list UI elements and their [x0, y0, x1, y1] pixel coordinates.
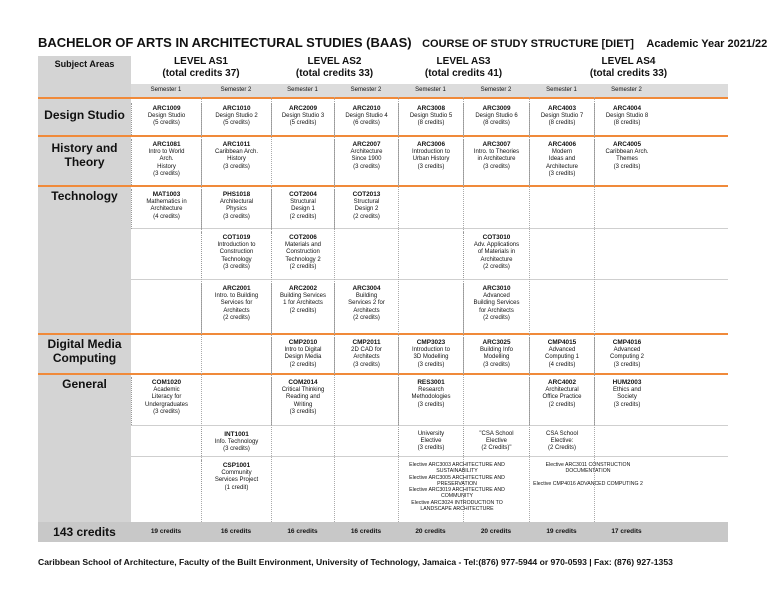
- course-credits: (5 credits): [153, 120, 180, 127]
- course-name: Adv. Applications of Materials in Architecture: [473, 242, 520, 263]
- course-code: ARC2002: [288, 285, 318, 292]
- course-cell: [334, 189, 398, 229]
- course-code: ARC3025: [482, 339, 511, 346]
- semester-total: 16 credits: [220, 528, 252, 535]
- course-code: ARC3004: [352, 285, 381, 292]
- subject-areas-label: Subject Areas: [54, 59, 115, 69]
- level-name: LEVEL AS2: [307, 56, 362, 67]
- course-credits: (5 credits): [223, 120, 250, 127]
- course-name: Intro. to Theories in Architecture: [473, 149, 520, 163]
- semester-total: 20 credits: [480, 528, 512, 535]
- course-credits: (2 credits): [483, 263, 510, 270]
- level-header: [398, 56, 529, 80]
- course-code: ARC3008: [416, 105, 446, 112]
- subject-areas-header: [38, 56, 131, 84]
- course-cell: [398, 139, 463, 185]
- course-code: ARC2001: [222, 285, 251, 292]
- course-name: Building Info Modelling: [479, 347, 514, 361]
- total-credits: 143 credits: [53, 525, 116, 539]
- course-cell: [398, 377, 463, 425]
- course-code: CMP4016: [612, 339, 642, 346]
- semester-label: Semester 1: [546, 87, 577, 93]
- course-name: Design Studio: [147, 113, 186, 120]
- course-code: ARC4006: [547, 141, 577, 148]
- course-code: PHS1018: [222, 191, 251, 198]
- course-name: Intro to World Arch. History: [148, 149, 185, 170]
- divider: [38, 185, 728, 187]
- course-cell: [131, 139, 201, 185]
- divider: [38, 333, 728, 335]
- course-credits: (3 credits): [223, 213, 250, 220]
- course-cell: [131, 189, 201, 229]
- course-cell: [594, 139, 659, 185]
- course-code: ARC3010: [482, 285, 511, 292]
- course-name: Caribbean Arch. Themes: [605, 149, 649, 163]
- course-credits: (3 credits): [223, 263, 250, 270]
- course-credits: (8 credits): [613, 120, 641, 127]
- course-credits: (2 credits): [353, 213, 380, 220]
- course-cell: [334, 337, 398, 373]
- course-code: ARC3007: [482, 141, 511, 148]
- course-cell: [334, 139, 398, 185]
- semester-label: Semester 2: [220, 87, 252, 93]
- course-credits: (2 credits): [223, 314, 250, 321]
- course-name: Research Methodologies: [411, 387, 451, 401]
- course-credits: (3 credits): [417, 445, 445, 452]
- semester-label: Semester 2: [350, 87, 382, 93]
- course-code: CSP1001: [222, 462, 251, 469]
- course-cell: [463, 139, 529, 185]
- course-credits: (2 credits): [353, 314, 380, 321]
- course-credits: (2 credits): [289, 307, 317, 314]
- course-cell: [529, 103, 594, 135]
- course-cell: [529, 377, 594, 425]
- divider: [131, 425, 728, 426]
- course-cell: [463, 337, 529, 373]
- level-name: LEVEL AS1: [174, 56, 228, 67]
- course-code: COT2004: [289, 191, 317, 198]
- divider: [38, 135, 728, 137]
- course-code: ARC3006: [416, 141, 446, 148]
- course-cell: [271, 377, 334, 425]
- course-code: ARC3009: [482, 105, 511, 112]
- area-digital-media: Digital Media Computing: [38, 335, 131, 373]
- course-code: COM1020: [151, 379, 182, 386]
- area-design-studio: Design Studio: [38, 99, 131, 135]
- course-name: Structural Design 2: [353, 199, 380, 213]
- course-credits: (3 credits): [613, 401, 641, 408]
- course-cell: [131, 103, 201, 135]
- level-header: [529, 56, 728, 80]
- page-subtitle: COURSE OF STUDY STRUCTURE [DIET]: [422, 38, 634, 50]
- course-name: Introduction to Construction Technology: [217, 242, 256, 263]
- course-code: COM2014: [288, 379, 318, 386]
- course-cell: [334, 103, 398, 135]
- course-name: University Elective: [417, 431, 445, 445]
- course-cell: [271, 189, 334, 229]
- course-cell: [529, 139, 594, 185]
- course-code: INT1001: [224, 431, 249, 438]
- course-code: COT2013: [352, 191, 381, 198]
- course-code: ARC4005: [612, 141, 642, 148]
- course-cell: [201, 189, 271, 229]
- course-credits: (3 credits): [353, 361, 380, 368]
- course-cell: [398, 429, 463, 456]
- course-credits: (2 Credits)": [481, 445, 512, 452]
- as3-electives: Elective ARC3003 ARCHITECTURE AND SUSTAINABILITY Elective ARC3005 ARCHITECTURE AND PRESERVATION Elective ARC3019 ARCHITECTURE AND COMMUNITY Elective ARC3024 INTRODUCTION TO LANDSCAPE ARCHITECTURE: [409, 462, 505, 513]
- course-cell: [398, 337, 463, 373]
- course-code: ARC4002: [547, 379, 577, 386]
- course-cell: [463, 232, 529, 278]
- course-name: Architectural Office Practice: [542, 387, 582, 401]
- course-code: COT2006: [289, 234, 317, 241]
- course-credits: (3 credits): [548, 170, 576, 177]
- course-code: CMP3023: [416, 339, 446, 346]
- course-credits: (3 credits): [483, 163, 510, 170]
- course-name: Design Studio 4: [345, 113, 388, 120]
- course-code: ARC4003: [547, 105, 577, 112]
- course-credits: (3 credits): [613, 361, 641, 368]
- page-header: [38, 34, 768, 52]
- course-name: Architecture Since 1900: [350, 149, 383, 163]
- course-name: Design Studio 8: [605, 113, 649, 120]
- course-code: ARC4004: [612, 105, 642, 112]
- course-name: Ethics and Society: [612, 387, 642, 401]
- course-code: ARC1081: [152, 141, 181, 148]
- course-credits: (3 credits): [153, 408, 180, 415]
- course-credits: (5 credits): [289, 120, 317, 127]
- course-cell: [131, 377, 201, 425]
- course-cell: [201, 103, 271, 135]
- course-name: 2D CAD for Architects: [351, 347, 382, 361]
- header-spacer: [38, 84, 131, 97]
- level-name: LEVEL AS3: [436, 56, 491, 67]
- as4-electives: Elective ARC3011 CONSTRUCTION DOCUMENTATION Elective CMP4016 ADVANCED COMPUTING 2: [533, 462, 643, 487]
- level-total-credits: (total credits 33): [295, 68, 374, 79]
- course-code: CMP2011: [352, 339, 381, 346]
- course-name: Intro. to Building Services for Architects: [214, 293, 259, 314]
- course-credits: (3 credits): [417, 163, 445, 170]
- page-title: BACHELOR OF ARTS IN ARCHITECTURAL STUDIES (BAAS): [38, 35, 412, 50]
- semester-total: 16 credits: [350, 528, 382, 535]
- course-name: Mathematics in Architecture: [146, 199, 187, 213]
- course-code: COT1019: [222, 234, 251, 241]
- course-name: Design Studio 7: [540, 113, 584, 120]
- course-cell: [594, 103, 659, 135]
- course-name: Introduction to 3D Modelling: [411, 347, 451, 361]
- course-credits: (2 credits): [548, 401, 576, 408]
- course-cell: [463, 103, 529, 135]
- course-credits: (4 credits): [548, 361, 576, 368]
- level-name: LEVEL AS4: [601, 56, 656, 67]
- course-credits: (3 credits): [353, 163, 380, 170]
- divider: [38, 97, 728, 99]
- course-code: CMP4015: [547, 339, 577, 346]
- course-cell: [463, 283, 529, 333]
- semester-total: 19 credits: [546, 528, 577, 535]
- course-name: "CSA School Elective: [479, 431, 514, 445]
- course-cell: [529, 337, 594, 373]
- course-name: Advanced Building Services for Architects: [473, 293, 520, 314]
- course-name: Academic Literacy for Undergraduates: [144, 387, 189, 408]
- semester-label: Semester 1: [287, 87, 318, 93]
- course-code: MAT1003: [152, 191, 181, 198]
- semester-total: 20 credits: [415, 528, 446, 535]
- course-code: ARC2007: [352, 141, 381, 148]
- course-cell: [529, 429, 594, 456]
- course-name: Modern Ideas and Architecture: [545, 149, 578, 170]
- area-history-theory: History and Theory: [38, 137, 131, 185]
- area-general: General: [38, 375, 131, 522]
- course-credits: (3 credits): [483, 361, 510, 368]
- course-name: Architectural Physics: [219, 199, 254, 213]
- level-total-credits: (total credits 33): [589, 68, 668, 79]
- semester-label: Semester 2: [611, 87, 642, 93]
- divider: [38, 373, 728, 375]
- course-credits: (8 credits): [483, 120, 510, 127]
- course-cell: [201, 283, 271, 333]
- divider: [131, 456, 728, 457]
- semester-total: 19 credits: [150, 528, 182, 535]
- level-total-credits: (total credits 37): [162, 68, 240, 79]
- course-name: Community Services Project: [214, 470, 259, 484]
- course-cell: [398, 103, 463, 135]
- course-credits: (6 credits): [353, 120, 380, 127]
- course-credits: (3 credits): [417, 401, 445, 408]
- course-name: Building Services 1 for Architects: [279, 293, 327, 307]
- course-name: Introduction to Urban History: [411, 149, 451, 163]
- semester-total: 17 credits: [611, 528, 642, 535]
- level-total-credits: (total credits 41): [424, 68, 503, 79]
- course-name: Structural Design 1: [290, 199, 316, 213]
- course-code: CMP2010: [288, 339, 318, 346]
- course-name: Caribbean Arch. History: [214, 149, 259, 163]
- area-technology: Technology: [38, 187, 131, 333]
- level-header: [271, 56, 398, 80]
- academic-year: Academic Year 2021/22: [646, 38, 768, 50]
- level-header: [131, 56, 271, 80]
- credits-total-row: [38, 522, 728, 542]
- course-credits: (2 credits): [289, 263, 317, 270]
- course-credits: (3 credits): [289, 408, 317, 415]
- contact-footer: Caribbean School of Architecture, Faculty of the Built Environment, University of Technology, Jamaica - Tel:(876) 977-5944 or 970-0593 | Fax: (876) 927-1353: [38, 557, 673, 567]
- course-code: ARC1009: [152, 105, 181, 112]
- course-cell: [271, 283, 334, 333]
- course-name: Advanced Computing 1: [544, 347, 580, 361]
- course-name: CSA School Elective:: [545, 431, 579, 445]
- course-credits: (2 credits): [483, 314, 510, 321]
- course-name: Intro to Digital Design Media: [284, 347, 322, 361]
- course-credits: (3 credits): [223, 163, 250, 170]
- course-code: ARC2009: [288, 105, 318, 112]
- course-credits: (3 credits): [223, 446, 250, 453]
- course-cell: [334, 283, 398, 333]
- course-cell: [271, 232, 334, 278]
- course-cell: [201, 460, 271, 492]
- course-credits: (8 credits): [417, 120, 445, 127]
- course-code: COT3010: [482, 234, 511, 241]
- course-cell: [271, 103, 334, 135]
- course-name: Design Studio 6: [475, 113, 518, 120]
- course-credits: (3 credits): [417, 361, 445, 368]
- course-name: Critical Thinking Reading and Writing: [281, 387, 325, 408]
- course-credits: (3 credits): [153, 170, 180, 177]
- semester-label: Semester 1: [415, 87, 446, 93]
- course-code: ARC1010: [222, 105, 251, 112]
- course-code: ARC2010: [352, 105, 381, 112]
- course-cell: [463, 429, 529, 456]
- course-credits: (2 credits): [289, 361, 317, 368]
- course-name: Materials and Construction Technology 2: [284, 242, 322, 263]
- course-credits: (2 credits): [289, 213, 317, 220]
- course-cell: [201, 139, 271, 185]
- course-code: HUM2003: [612, 379, 642, 386]
- course-cell: [594, 377, 659, 425]
- divider: [131, 279, 728, 280]
- course-code: RES3001: [417, 379, 445, 386]
- course-name: Building Services 2 for Architects: [348, 293, 385, 314]
- course-code: ARC1011: [222, 141, 251, 148]
- course-cell: [271, 337, 334, 373]
- course-name: Info. Technology: [214, 439, 259, 446]
- course-credits: (8 credits): [548, 120, 576, 127]
- course-cell: [594, 337, 659, 373]
- course-credits: (3 credits): [613, 163, 641, 170]
- course-credits: (1 credit): [224, 484, 249, 491]
- course-name: Design Studio 3: [281, 113, 325, 120]
- course-cell: [201, 429, 271, 456]
- semester-label: Semester 1: [150, 87, 182, 93]
- semester-label: Semester 2: [480, 87, 512, 93]
- course-credits: (4 credits): [153, 213, 180, 220]
- course-name: Design Studio 5: [409, 113, 453, 120]
- course-credits: (2 Credits): [547, 445, 576, 452]
- course-cell: [201, 232, 271, 278]
- semester-total: 16 credits: [287, 528, 318, 535]
- course-name: Advanced Computing 2: [609, 347, 645, 361]
- course-name: Design Studio 2: [215, 113, 258, 120]
